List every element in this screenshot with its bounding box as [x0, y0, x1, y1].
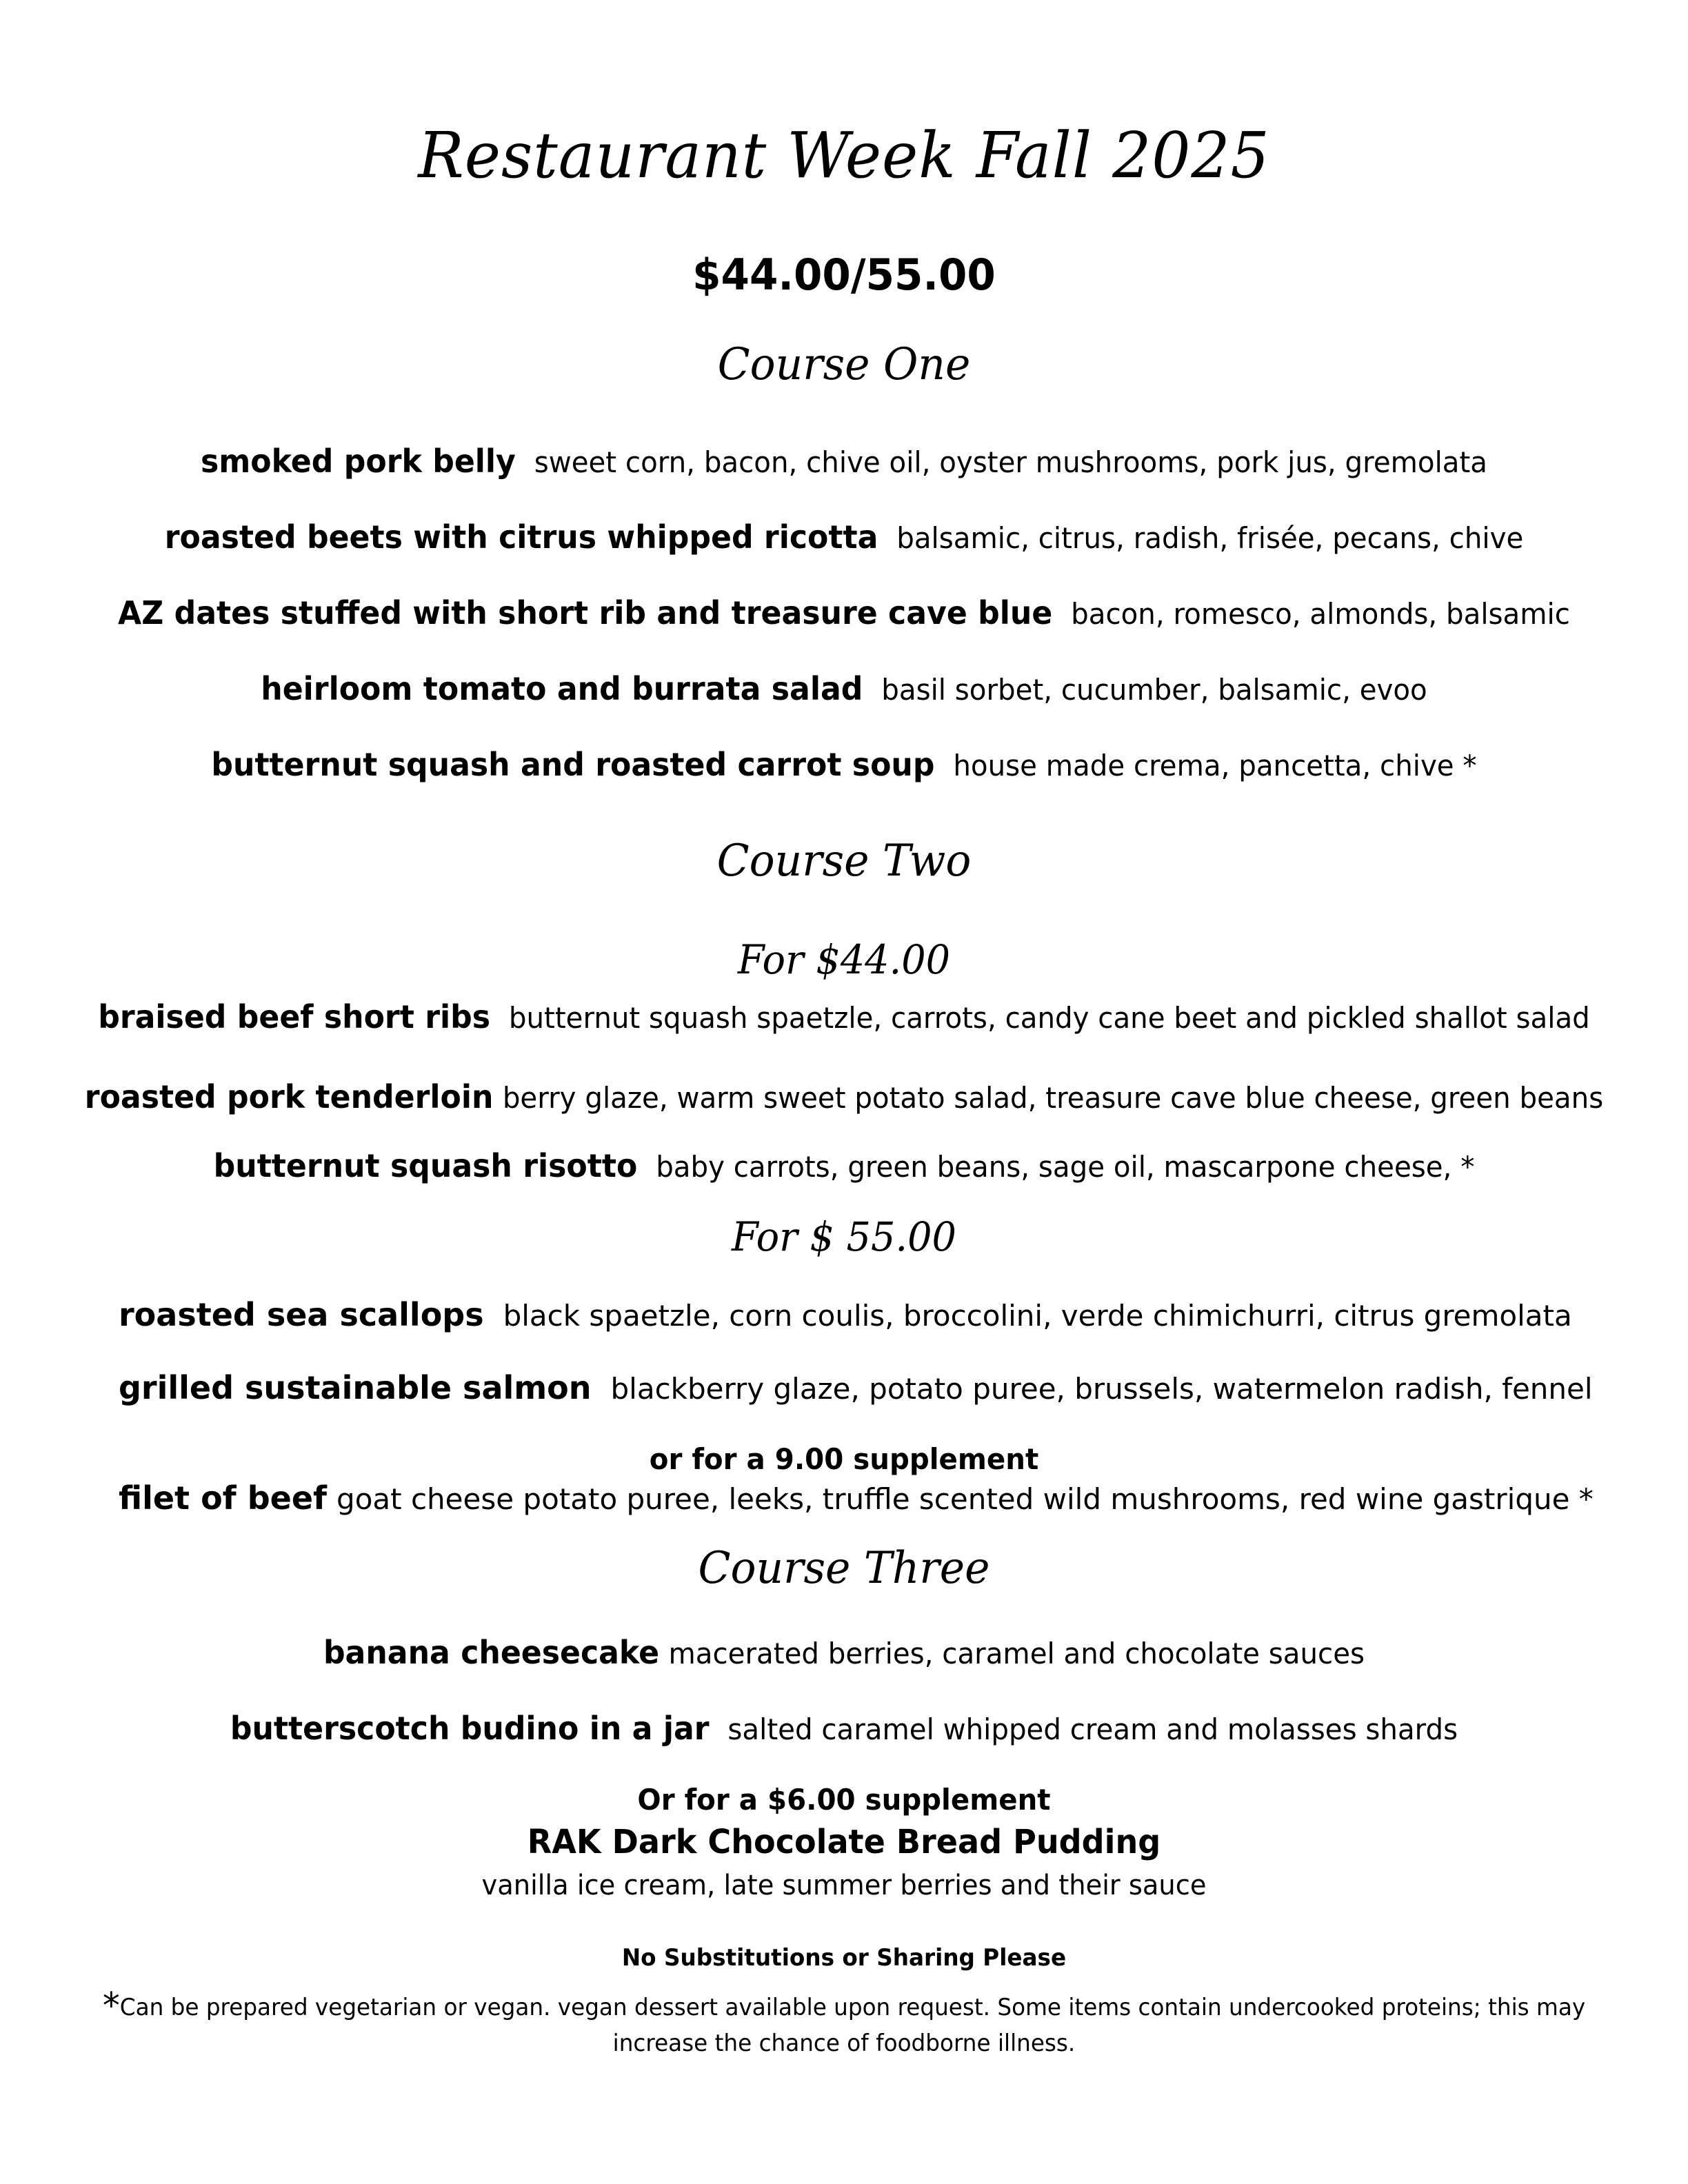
- menu-item-desc: goat cheese potato puree, leeks, truffle scented wild mushrooms, red wine gastrique *: [336, 1482, 1594, 1516]
- menu-item-desc: vanilla ice cream, late summer berries and their sauce: [481, 1870, 1207, 1901]
- course-three-heading: Course Three: [698, 1543, 990, 1594]
- menu-item-name: butterscotch budino in a jar: [230, 1710, 710, 1747]
- dietary-note-line1: Can be prepared vegetarian or vegan. vegan dessert available upon request. Some items contain undercooked proteins; this may: [119, 1994, 1586, 2021]
- menu-item-desc: salted caramel whipped cream and molasses shards: [727, 1712, 1458, 1746]
- menu-title: Restaurant Week Fall 2025: [418, 119, 1270, 192]
- menu-item: [34, 1078, 1654, 1115]
- dietary-note-line2: increase the chance of foodborne illness.: [612, 2030, 1076, 2057]
- menu-item-desc: house made crema, pancetta, chive *: [953, 749, 1477, 782]
- menu-item-name: banana cheesecake: [323, 1634, 660, 1671]
- menu-item-desc: blackberry glaze, potato puree, brussels, watermelon radish, fennel: [610, 1372, 1593, 1406]
- menu-item: [119, 1296, 1572, 1333]
- menu-item: [34, 1147, 1654, 1184]
- menu-item-name: butternut squash and roasted carrot soup: [211, 746, 935, 783]
- menu-item-name: roasted beets with citrus whipped ricotta: [164, 518, 878, 556]
- menu-item-name: grilled sustainable salmon: [119, 1369, 592, 1406]
- course-two-tier-44: For $44.00: [737, 936, 951, 983]
- menu-item: [119, 1369, 1593, 1406]
- course-two-heading: Course Two: [716, 836, 972, 887]
- asterisk-mark: *: [102, 1985, 120, 2027]
- menu-item-desc: bacon, romesco, almonds, balsamic: [1071, 597, 1570, 631]
- menu-item-desc: berry glaze, warm sweet potato salad, treasure cave blue cheese, green beans: [502, 1081, 1604, 1115]
- menu-item: [34, 594, 1654, 631]
- menu-item: [34, 443, 1654, 480]
- supplement-note: Or for a $6.00 supplement: [637, 1783, 1051, 1817]
- menu-item-name: heirloom tomato and burrata salad: [261, 670, 863, 707]
- menu-item-name: roasted sea scallops: [119, 1296, 484, 1333]
- menu-item: [34, 518, 1654, 556]
- no-substitutions-note: No Substitutions or Sharing Please: [621, 1944, 1067, 1972]
- dietary-note: [34, 1985, 1654, 2027]
- menu-item-desc: butternut squash spaetzle, carrots, candy cane beet and pickled shallot salad: [508, 1001, 1590, 1035]
- menu-item: [34, 746, 1654, 783]
- menu-item-desc: sweet corn, bacon, chive oil, oyster mushrooms, pork jus, gremolata: [534, 445, 1488, 479]
- menu-item-name: butternut squash risotto: [213, 1147, 638, 1184]
- menu-item-desc: balsamic, citrus, radish, frisée, pecans, chive: [896, 521, 1524, 555]
- menu-price: $44.00/55.00: [692, 250, 996, 300]
- menu-item-name: braised beef short ribs: [98, 998, 491, 1035]
- menu-item-name: roasted pork tenderloin: [84, 1078, 494, 1115]
- menu-item: [119, 1479, 1594, 1517]
- menu-item-name: RAK Dark Chocolate Bread Pudding: [527, 1823, 1161, 1861]
- supplement-note: or for a 9.00 supplement: [649, 1442, 1039, 1476]
- menu-item-desc: baby carrots, green beans, sage oil, mascarpone cheese, *: [656, 1150, 1475, 1184]
- menu-item: [34, 998, 1654, 1035]
- menu-item-name: filet of beef: [119, 1479, 328, 1517]
- menu-item-desc: basil sorbet, cucumber, balsamic, evoo: [881, 673, 1427, 707]
- menu-item: [34, 1634, 1654, 1671]
- menu-item-name: AZ dates stuffed with short rib and treasure cave blue: [118, 594, 1053, 631]
- course-two-tier-55: For $ 55.00: [732, 1213, 956, 1260]
- course-one-heading: Course One: [717, 339, 971, 390]
- menu-item-desc: black spaetzle, corn coulis, broccolini, verde chimichurri, citrus gremolata: [503, 1299, 1572, 1333]
- menu-item: [34, 670, 1654, 707]
- menu-item-desc: macerated berries, caramel and chocolate sauces: [668, 1637, 1365, 1670]
- menu-item-name: smoked pork belly: [200, 443, 516, 480]
- menu-item: [34, 1710, 1654, 1747]
